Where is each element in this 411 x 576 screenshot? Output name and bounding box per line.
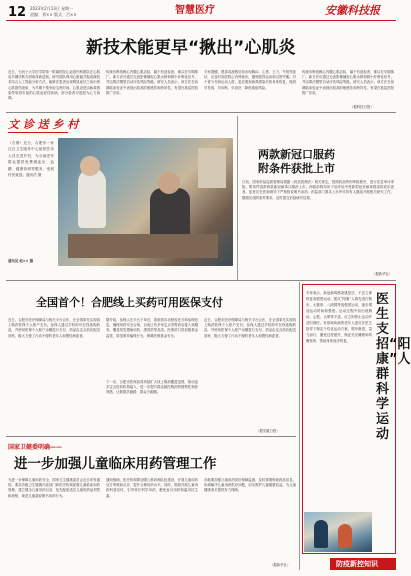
lower-rule — [6, 436, 296, 437]
lead-col-4: 传统诊断依赖心内膜心肌活检，属于有创检查，难以在早期推广。新方法可通过无创影像捕捉心肌水肿和微小纤维化信号，并由算法模型自动评估风险等级。研究人员表示，该方法在前期临床验证中表现出较高的敏感性和特异性，有望在基层医院推广应用。 — [302, 70, 394, 95]
lead-rule — [6, 112, 396, 113]
price-source: （据安徽日报） — [256, 429, 280, 433]
rural-credit: 通讯员 赵×× 摄 — [8, 259, 33, 263]
header-rule — [6, 20, 396, 21]
covid-headline-1: 两款新冠口服药 — [258, 148, 335, 161]
lead-col-3: 专家提醒，感冒或流感后如出现胸闷、心悸、乏力、气短等症状，应及时到医院心内科就诊，避免剧烈运动和过度劳累。对于青少年和运动人群，更应重视病毒感染后的身体恢复，做到早发现、早诊断、早治疗，降低重症风险。 — [204, 70, 296, 90]
price-headline: 全国首个！合肥线上买药可用医保支付 — [36, 296, 223, 309]
price-col-1: 近日，合肥市医疗保障局与相关平台合作，在全国率先实现线上购药医保个人账户支付。参保人通过手机即可在线选购药品，并使用医保个人账户余额进行支付，药品由定点药店配送到家，极大方便了行动不便的老年人和慢性病患者。 — [8, 318, 100, 338]
covid-headline-2: 附条件获批上市 — [258, 162, 335, 175]
children-col-1: 为进一步保障儿童用药安全，国家卫生健康委员会近日印发通知，要求各级卫生健康行政部门和医疗机构加强儿童临床用药管理，建立健全儿童用药目录，优先配备适宜儿童的药品剂型和规格，规范儿童超说明书用药行为。 — [8, 478, 100, 498]
children-source: （据新华社） — [270, 563, 291, 567]
right-column-divider — [237, 116, 238, 281]
children-col-2: 通知强调，医疗机构要加强儿科药师队伍建设，开展儿童用药处方审核和点评，提升合理用药水平。同时，鼓励开展儿童用药科普宣传，引导家长科学用药，避免盲目用药和滥用抗生素。 — [106, 478, 198, 498]
rural-photo — [58, 138, 233, 266]
children-headline: 进一步加强儿童临床用药管理工作 — [14, 456, 217, 472]
price-col-2: 据介绍，参保人在平台下单后，系统将自动校验处方和参保信息，确保用药安全合规。目前已有多家定点零售药店接入该服务，覆盖常见慢病用药、感冒药等品类。医保部门将加强基金监管，防范欺诈骗保行为，保障医保基金安全。 — [106, 318, 198, 338]
masthead-logo: 安徽科技报 — [325, 4, 380, 17]
rural-banner: 文 诊 送 乡 村 — [8, 118, 79, 131]
editor-line: 责编：刘×× 版式：吕×× — [30, 12, 77, 17]
doctor-vertical-title: 医生支招“阳康”人群科学运动 — [376, 292, 411, 442]
lead-col-1: 近日，石河子大学医学院第一附属医院心血管内科团队在心肌炎早期诊断方面取得新进展。研究团队利用心脏磁共振成像技术结合人工智能分析方法，能够在患者出现明显症状之前识别心肌损伤迹象，为早期干预争取宝贵时间。心肌炎是由病毒感染等原因引起的心肌炎症性疾病，部分患者可进展为心力衰竭。 — [8, 70, 100, 101]
price-col-4: 近日，合肥市医疗保障局与相关平台合作，在全国率先实现线上购药医保个人账户支付。参保人通过手机即可在线选购药品，并使用医保个人账户余额进行支付，药品由定点药店配送到家，极大方便了行动不便的老年人和慢性病患者。 — [204, 318, 296, 338]
mid-rule — [6, 280, 396, 281]
doctor-footer-label: 防疫新控知识 — [336, 560, 378, 568]
lead-source: （据科技日报） — [350, 105, 374, 109]
lead-headline: 新技术能更早“揪出”心肌炎 — [86, 38, 296, 58]
date-line: 2023年2月13日 星期一 — [30, 6, 74, 11]
lead-col-2: 传统诊断依赖心内膜心肌活检，属于有创检查，难以在早期推广。新方法可通过无创影像捕捉心肌水肿和微小纤维化信号，并由算法模型自动评估风险等级。研究人员表示，该方法在前期临床验证中表现出较高的敏感性和特异性，有望在基层医院推广应用。 — [106, 70, 198, 95]
rural-banner-underline — [8, 132, 68, 133]
doctor-body: 专家表示，新冠病毒感染康复后，不宜立即恢复高强度运动。建议“阳康”人群先进行散步、太极拳、八段锦等低强度运动，逐步增加运动时间和强度。运动过程中如出现胸闷、心慌、头晕等不适，应立即停止运动并及时就医。有基础疾病的老年人更应在医生指导下制定个性化运动方案，循序渐进，量力而行，避免过度疲劳，保证充足睡眠和均衡营养，帮助身体逐步恢复。 — [306, 291, 372, 343]
doctor-photo — [304, 512, 372, 552]
children-col-3: 各地要加强儿童用药供应保障监测，及时掌握短缺药品信息，协调解决儿童用药供应问题，切实维护儿童健康权益，为儿童健康成长提供有力保障。 — [204, 478, 296, 493]
covid-body: 日前，国家药品监督管理局根据《药品管理法》相关规定，按照药品特别审批程序，进行应急审评审批，附条件批准两款新冠病毒口服药上市。两款药物均用于治疗轻中度新型冠状病毒感染的成年患者。患者应在医师指导下严格按说明书用药。药监部门要求上市许可持有人继续开展相关研究工作，限期完成附条件要求，及时提交后续研究结果。 — [242, 180, 394, 200]
doctor-column-divider — [299, 282, 300, 570]
page-number: 12 — [8, 5, 27, 20]
children-kicker: 国家卫健委明确—— — [8, 444, 63, 451]
covid-source: （据新华社） — [372, 272, 393, 276]
section-title: 智慧医疗 — [175, 5, 215, 16]
price-col-3: 下一步，合肥市医保局将持续扩大线上购药覆盖范围，推动更多定点医药机构接入，进一步提升群众就医购药的便利性和获得感，让数据多跑路、群众少跑腿。 — [106, 380, 198, 395]
rural-caption: （右图）近日，合肥市一家社区卫生服务中心组织医务人员走进乡村，为当地老年群众提供免费测血压、血糖、健康咨询等服务，受到村民欢迎。通讯员 摄 — [8, 141, 54, 178]
